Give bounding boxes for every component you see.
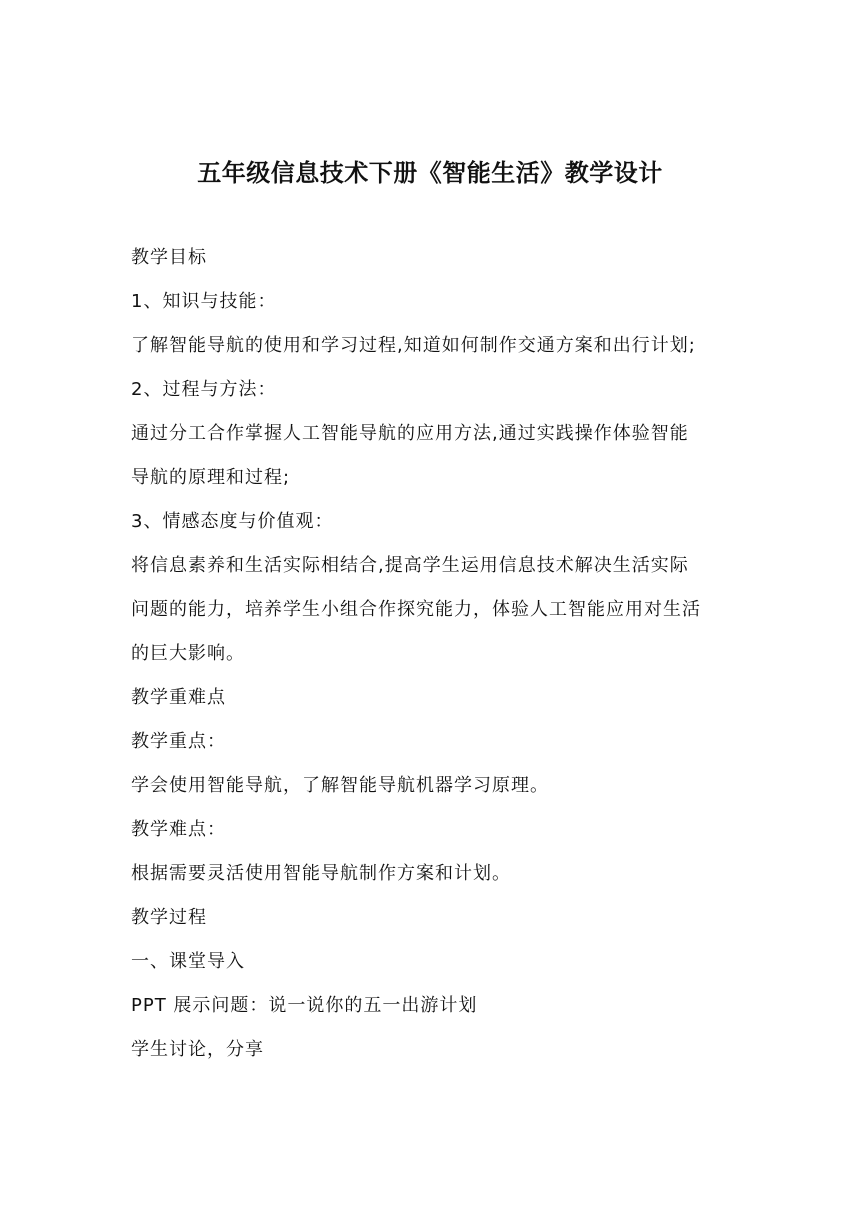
document-body — [131, 246, 751, 1082]
objective-2-heading: 2、过程与方法： — [131, 379, 277, 400]
section-heading-key-points: 教学重难点 — [131, 687, 226, 708]
difficulty-text: 根据需要灵活使用智能导航制作方案和计划。 — [131, 863, 511, 884]
objective-2-text-line-1: 通过分工合作掌握人工智能导航的应用方法,通过实践操作体验智能 — [131, 423, 689, 444]
section-heading-objectives: 教学目标 — [131, 247, 207, 268]
objective-3-text-line-2: 问题的能力，培养学生小组合作探究能力，体验人工智能应用对生活 — [131, 599, 701, 620]
objective-2-text-line-2: 导航的原理和过程; — [131, 467, 291, 488]
document-title: 五年级信息技术下册《智能生活》教学设计 — [197, 159, 663, 187]
objective-3-text-line-3: 的巨大影响。 — [131, 643, 245, 664]
key-point-heading: 教学重点： — [131, 731, 226, 752]
process-step-1-heading: 一、课堂导入 — [131, 951, 245, 972]
objective-3-heading: 3、情感态度与价值观： — [131, 511, 334, 532]
objective-1-text: 了解智能导航的使用和学习过程,知道如何制作交通方案和出行计划; — [131, 335, 696, 356]
objective-1-heading: 1、知识与技能： — [131, 291, 277, 312]
process-step-1-text: PPT 展示问题：说一说你的五一出游计划 — [131, 995, 478, 1016]
key-point-text: 学会使用智能导航，了解智能导航机器学习原理。 — [131, 775, 549, 796]
objective-3-text-line-1: 将信息素养和生活实际相结合,提高学生运用信息技术解决生活实际 — [131, 555, 689, 576]
difficulty-heading: 教学难点： — [131, 819, 226, 840]
section-heading-process: 教学过程 — [131, 907, 207, 928]
process-step-1-activity: 学生讨论，分享 — [131, 1039, 264, 1060]
